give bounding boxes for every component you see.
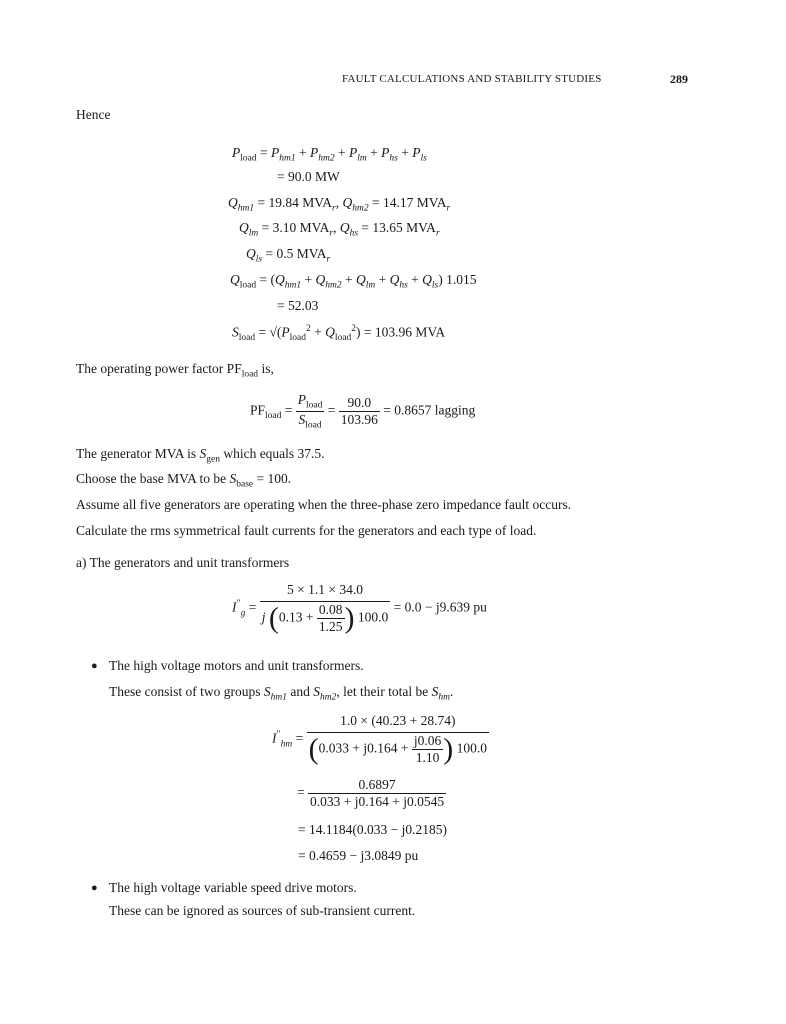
section-a-heading: a) The generators and unit transformers (76, 555, 290, 570)
eq-ihm-step3: = 14.1184(0.033 − j0.2185) (298, 822, 447, 837)
vsd-desc: These can be ignored as sources of sub-transient current. (109, 903, 416, 918)
pf-symbolic-fraction: $\frac{P_{load}}{S_{load}}$ (297, 392, 323, 431)
stmt-base-mva: Choose the base MVA to be $S_{base} = 100$. (76, 471, 292, 490)
running-title: FAULT CALCULATIONS AND STABILITY STUDIES (342, 73, 602, 85)
bullet-dot: ● (91, 660, 98, 672)
pf-intro: The operating power factor $PF_{load}$ is, (76, 361, 274, 380)
eq-q-ls: $Q_{ls} = 0.5$ $MVA_r$ (246, 246, 331, 265)
eq-ihm-step2: = $\frac{0.6897}{0.033 + j0.164 + j0.0545}$ (297, 777, 445, 809)
eq-p-load: $P_{load} = P_{hm1} + P_{hm2} + P_{lm} + P_{hs} + P_{ls}$ (232, 145, 427, 164)
eq-q-lm: $Q_{lm} = 3.10$ $MVA_r$, $Q_{hs} = 13.65$ $MVA_r$ (239, 220, 440, 239)
pf-numeric-fraction: $\frac{90.0}{103.96}$ (340, 394, 378, 427)
bullet-dot: ● (91, 882, 98, 894)
eq-q-load-result: = 52.03 (277, 298, 319, 313)
page-number: 289 (670, 72, 688, 86)
hv-motors-desc: These consist of two groups $S_{hm1}$ and $S_{hm2}$, let their total be $S_{hm}$. (109, 684, 454, 703)
stmt-assume: Assume all five generators are operating when the three-phase zero impedance fault occurs. (76, 497, 572, 512)
ihm-fraction: 1.0 × (40.23 + 28.74) (0.033 + j0.164 + $\frac{j0.06}{1.10}$ ) 100.0 (308, 713, 488, 766)
stmt-calculate: Calculate the rms symmetrical fault currents for the generators and each type of load. (76, 523, 537, 538)
ihm-step2-fraction: $\frac{0.6897}{0.033 + j0.164 + j0.0545}$ (310, 777, 445, 809)
eq-q-load: $Q_{load} = (Q_{hm1} + Q_{hm2} + Q_{lm} + Q_{hs} + Q_{ls})$ 1.015 (230, 272, 477, 291)
eq-q-hm: $Q_{hm1} = 19.84$ $MVA_r$, $Q_{hm2} = 14.17$ $MVA_r$ (228, 195, 451, 214)
intro-text: Hence (76, 107, 111, 122)
eq-s-load: $S_{load} = √(P_{load}^2 + Q_{load}^2) = 103.96$ MVA (232, 324, 446, 344)
eq-ig: $I''_g$ = 5 × 1.1 × 34.0 j (0.13 + $\frac{0.08}{1.25}$ ) 100.0 = 0.0 − j9.639 pu (232, 582, 487, 635)
eq-p-load-result: = 90.0 MW (277, 169, 340, 184)
hv-motors-title: The high voltage motors and unit transformers. (109, 658, 364, 673)
eq-ihm-step4: = 0.4659 − j3.0849 pu (298, 848, 419, 863)
vsd-title: The high voltage variable speed drive motors. (109, 880, 357, 895)
ig-fraction: 5 × 1.1 × 34.0 j (0.13 + $\frac{0.08}{1.25}$ ) 100.0 (261, 582, 389, 635)
stmt-gen-mva: The generator MVA is $S_{gen}$ which equals 37.5. (76, 446, 325, 465)
eq-pf: $PF_{load}$ = $\frac{P_{load}}{S_{load}}$ = $\frac{90.0}{103.96}$ = 0.8657 lagging (250, 392, 476, 431)
eq-ihm: $I''_{hm}$ = 1.0 × (40.23 + 28.74) (0.033 + j0.164 + $\frac{j0.06}{1.10}$ ) 100.0 (272, 713, 488, 766)
